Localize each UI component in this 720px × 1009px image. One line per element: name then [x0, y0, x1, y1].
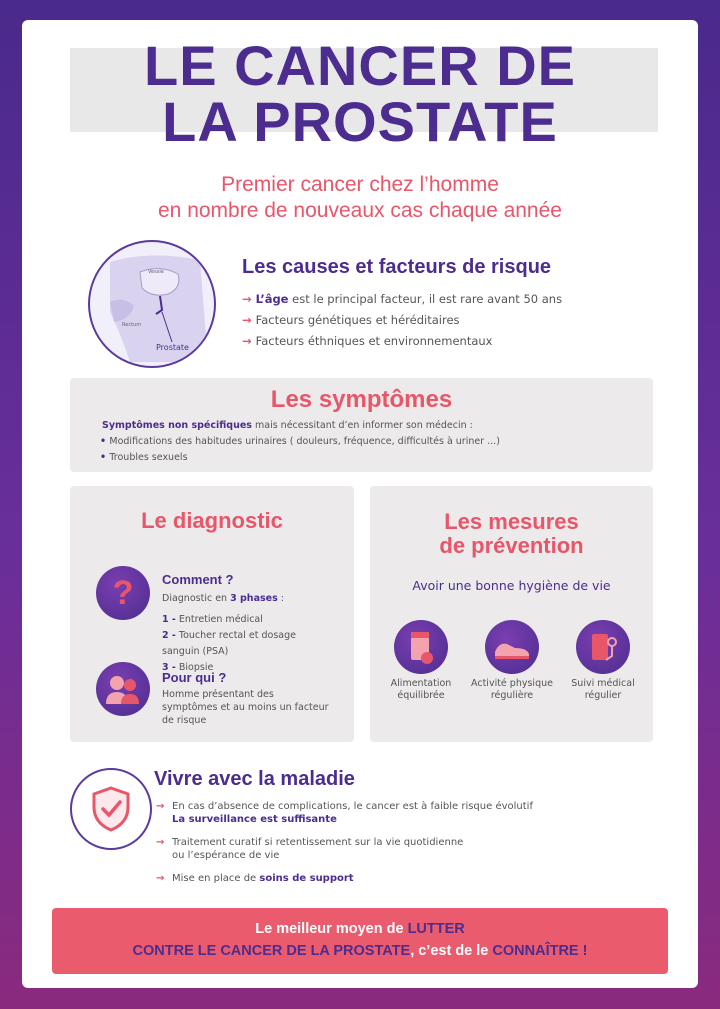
subtitle: [22, 172, 698, 224]
living-list: [156, 800, 533, 895]
svg-text:Prostate: Prostate: [156, 343, 189, 352]
svg-text:Rectum: Rectum: [122, 322, 142, 328]
arrow-right-icon: →: [242, 334, 252, 348]
footer-line-1: Le meilleur moyen de LUTTER: [255, 921, 465, 937]
who-heading: Pour qui ?: [162, 670, 227, 685]
arrow-right-icon: →: [156, 873, 165, 884]
sneaker-icon: [485, 620, 539, 674]
list-item: 2 - Toucher rectal et dosage sanguin (PSA): [162, 630, 296, 657]
anatomy-icon: [90, 242, 216, 368]
symptoms-title: Les symptômes: [270, 386, 453, 413]
list-item: • Troubles sexuels: [100, 450, 500, 466]
poster: [22, 20, 698, 988]
living-title: Vivre avec la maladie: [154, 768, 355, 790]
list-item: → Traitement curatif si retentissement sur la vie quotidienne ou l’espérance de vie: [156, 837, 464, 861]
page-title: [22, 34, 698, 153]
symptoms-intro: Symptômes non spécifiques mais nécessitant d’en informer son médecin :: [102, 420, 473, 431]
list-item: → Facteurs éthniques et environnementaux: [242, 334, 493, 348]
list-item: → L’âge est le principal facteur, il est rare avant 50 ans: [242, 292, 563, 306]
subtitle-line-1: Premier cancer chez l’homme: [221, 173, 499, 196]
prevention-subtitle: Avoir une bonne hygiène de vie: [412, 578, 611, 593]
causes-list: [242, 289, 562, 352]
svg-text:Vessie: Vessie: [148, 269, 164, 275]
people-icon: [96, 662, 150, 716]
prevention-title: Les mesures de prévention: [439, 509, 584, 558]
symptoms-section: [70, 378, 653, 472]
prevention-label: Alimentation équilibrée: [390, 678, 452, 701]
list-item: → Facteurs génétiques et héréditaires: [242, 313, 460, 327]
footer-banner: [52, 908, 668, 974]
list-item: → Mise en place de soins de support: [156, 873, 354, 884]
prostate-anatomy-illustration: [88, 240, 216, 368]
prevention-label: Activité physique régulière: [471, 678, 553, 701]
arrow-right-icon: →: [242, 313, 252, 327]
question-mark-icon: ?: [96, 566, 150, 620]
symptoms-list: [100, 434, 500, 466]
arrow-right-icon: →: [156, 801, 165, 812]
medical-bag-icon: [576, 620, 630, 674]
footer-line-2: CONTRE LE CANCER DE LA PROSTATE, c’est de le CONNAÎTRE !: [132, 943, 588, 959]
title-line-1: LE CANCER DE: [143, 34, 577, 97]
title-line-2: LA PROSTATE: [162, 90, 558, 153]
diagnostic-title: Le diagnostic: [141, 508, 283, 533]
who-text: Homme présentant des symptômes et au moins un facteur de risque: [162, 689, 329, 726]
shield-icon: [70, 768, 152, 850]
prevention-section: [370, 486, 653, 742]
diagnostic-section: [70, 486, 354, 742]
list-item: 1 - Entretien médical: [162, 614, 263, 625]
prevention-label: Suivi médical régulier: [571, 678, 635, 701]
arrow-right-icon: →: [156, 837, 165, 848]
subtitle-line-2: en nombre de nouveaux cas chaque année: [158, 199, 562, 222]
how-intro: Diagnostic en 3 phases :: [162, 593, 284, 604]
list-item: → En cas d’absence de complications, le cancer est à faible risque évolutif La surveillance est suffisante: [156, 801, 533, 825]
how-heading: Comment ?: [162, 572, 234, 587]
list-item: • Modifications des habitudes urinaires ( douleurs, fréquence, difficultés à uriner ...): [100, 434, 500, 450]
food-icon: [394, 620, 448, 674]
causes-title: Les causes et facteurs de risque: [242, 256, 552, 278]
list-item: 3 - Biopsie: [162, 662, 214, 673]
phase-list: [162, 612, 332, 676]
arrow-right-icon: →: [242, 292, 252, 306]
